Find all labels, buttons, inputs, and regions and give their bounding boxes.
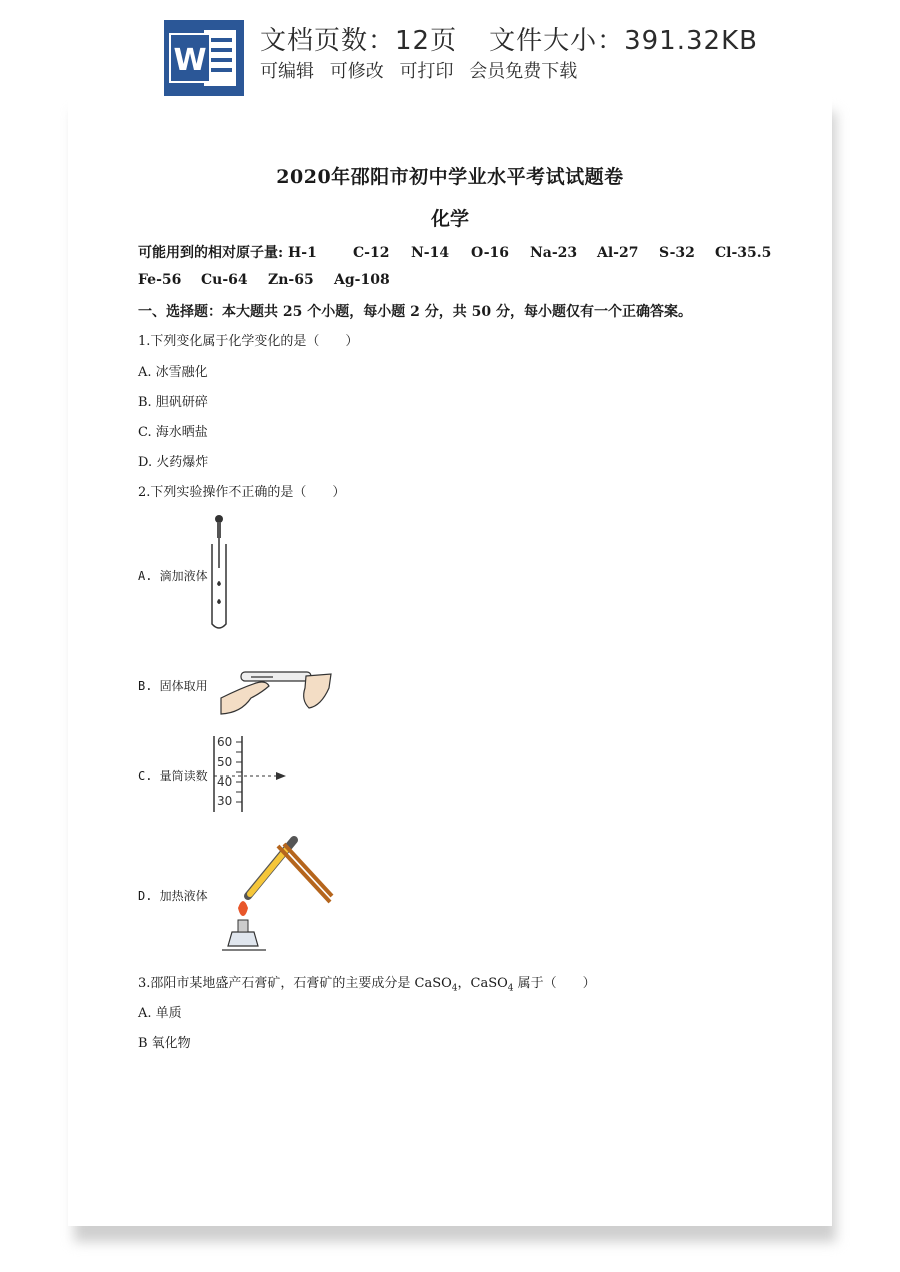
atomic-masses-row2: [138, 272, 390, 288]
question-1-option-d: D. 火药爆炸: [138, 455, 209, 470]
atomic-mass: Zn-65: [268, 272, 314, 288]
doc-title: 2020年邵阳市初中学业水平考试试题卷: [276, 166, 624, 188]
question-2-option-a: A. 滴加液体: [138, 569, 208, 583]
atomic-mass: Al-27: [597, 245, 639, 261]
question-3-option-a: A. 单质: [138, 1006, 182, 1021]
atomic-mass: N-14: [411, 245, 450, 261]
atomic-mass: 可能用到的相对原子量: H-1: [138, 245, 317, 261]
feature-editable: 可编辑: [260, 61, 314, 82]
atomic-mass: Na-23: [530, 245, 578, 261]
feature-modifiable: 可修改: [329, 61, 384, 82]
question-1-stem: 1.下列变化属于化学变化的是（ ）: [138, 334, 359, 349]
feature-member-download[interactable]: 会员免费下载: [469, 61, 578, 82]
atomic-mass: Ag-108: [334, 272, 390, 288]
atomic-mass: Cl-35.5: [715, 245, 772, 261]
doc-subject: 化学: [430, 208, 469, 230]
cylinder-tick-label: 40: [217, 775, 233, 789]
cylinder-tick-label: 50: [217, 755, 233, 769]
file-size: 文件大小：391.32KB: [489, 26, 758, 56]
download-banner: [0, 0, 900, 100]
question-2-option-b: B. 固体取用: [138, 679, 208, 693]
atomic-mass: S-32: [659, 245, 695, 261]
heating-liquid-figure: [218, 836, 334, 954]
atomic-mass: Cu-64: [201, 272, 248, 288]
svg-text:W: W: [173, 43, 207, 78]
question-1-option-b: B. 胆矾研碎: [138, 395, 208, 410]
question-3-option-b: B 氧化物: [138, 1036, 191, 1051]
question-3-stem: 3.邵阳市某地盛产石膏矿，石膏矿的主要成分是 CaSO$_4$，CaSO$_4$ 属于（ ）: [138, 976, 596, 994]
atomic-mass: C-12: [353, 245, 390, 261]
page-count: 文档页数：12页: [260, 26, 458, 56]
atomic-mass: Fe-56: [138, 272, 182, 288]
doc-stats: [260, 20, 758, 57]
atomic-mass: O-16: [471, 245, 510, 261]
document-page: [68, 96, 832, 1226]
solid-reagent-figure: [211, 658, 335, 718]
graduated-cylinder-figure: [212, 734, 292, 814]
question-1-option-a: A. 冰雪融化: [138, 365, 208, 380]
word-icon: [164, 20, 244, 96]
cylinder-tick-label: 60: [217, 735, 233, 749]
dropper-test-tube-figure: [208, 514, 230, 632]
question-2-stem: 2.下列实验操作不正确的是（ ）: [138, 485, 346, 500]
section-heading: 一、选择题：本大题共 25 个小题，每小题 2 分，共 50 分，每小题仅有一个正确答案。: [138, 304, 692, 320]
question-2-option-c: C. 量筒读数: [138, 769, 208, 783]
question-2-option-d: D. 加热液体: [138, 889, 208, 903]
cylinder-tick-label: 30: [217, 794, 233, 808]
atomic-masses-row1: [138, 242, 771, 262]
feature-printable: 可打印: [399, 61, 454, 82]
feature-list: [260, 57, 577, 83]
question-1-option-c: C. 海水晒盐: [138, 425, 208, 440]
